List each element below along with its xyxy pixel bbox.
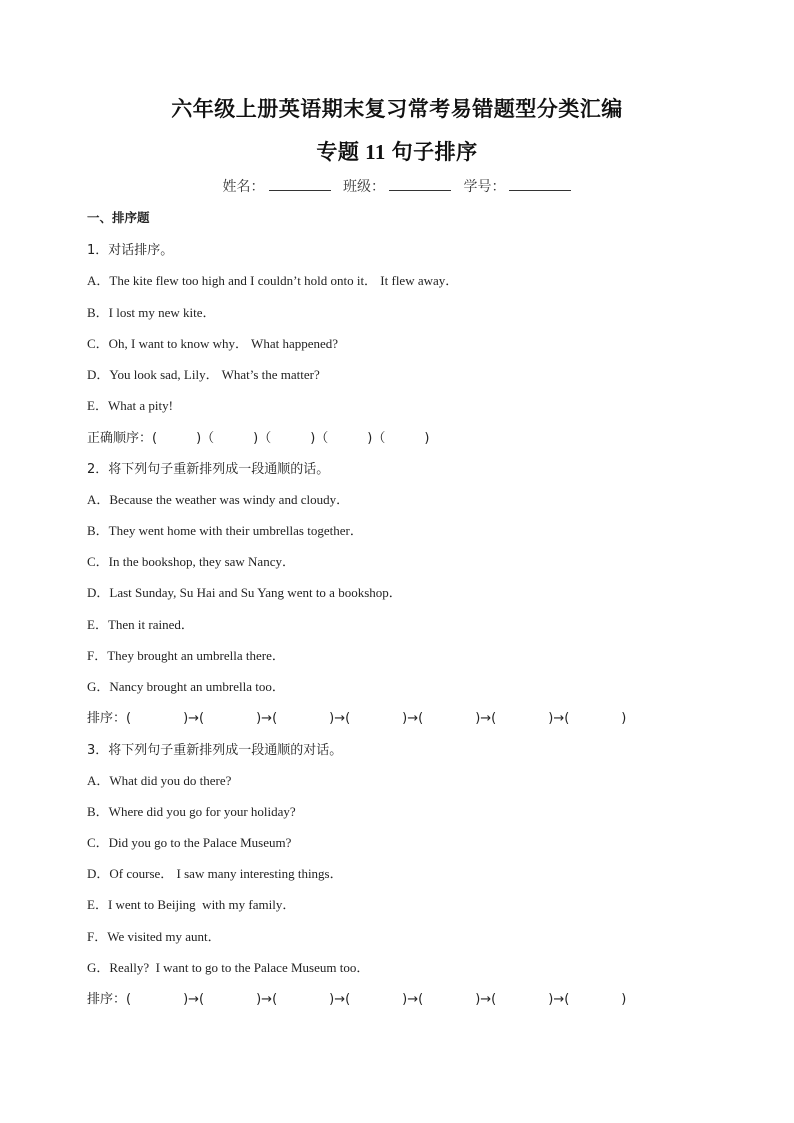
question-1-option-e: E．What a pity! [87,398,173,413]
student-info [0,176,794,196]
question-3-option-c: C．Did you go to the Palace Museum? [87,835,292,850]
question-3-answer-line[interactable]: 排序：( )→( )→( )→( )→( )→( )→( ) [87,992,627,1007]
question-3-option-a: A．What did you do there? [87,773,232,788]
question-2-option-d: D．Last Sunday, Su Hai and Su Yang went to a bookshop． [87,585,402,600]
question-2-option-f: F．They brought an umbrella there． [87,648,285,663]
name-field [223,176,331,196]
question-3-option-d: D．Of course． I saw many interesting things． [87,866,343,881]
student-id-field [463,176,571,196]
question-3-option-g: G．Really? I want to go to the Palace Museum too． [87,960,370,975]
question-2-option-a: A．Because the weather was windy and cloudy． [87,492,350,507]
class-label: 班级： [343,179,385,195]
student-id-blank[interactable] [509,178,571,191]
question-1-stem: 1．对话排序。 [87,243,174,258]
question-3-option-e: E．I went to Beijing with my family． [87,897,296,912]
question-2-stem: 2．将下列句子重新排列成一段通顺的话。 [87,462,330,477]
page-subtitle: 专题 11 句子排序 [316,140,478,164]
student-id-label: 学号： [463,179,506,195]
name-label: 姓名： [222,179,265,195]
section-heading: 一、排序题 [87,210,150,225]
question-1-option-d: D．You look sad, Lily． What’s the matter? [87,367,320,382]
question-2-option-g: G．Nancy brought an umbrella too． [87,679,285,694]
question-3-option-b: B．Where did you go for your holiday? [87,804,296,819]
question-1-option-b: B．I lost my new kite． [87,305,216,320]
question-1-option-a: A．The kite flew too high and I couldn’t hold onto it． It flew away． [87,273,459,288]
question-1-option-c: C．Oh, I want to know why． What happened? [87,336,339,351]
question-3-stem: 3．将下列句子重新排列成一段通顺的对话。 [87,743,343,758]
question-2-option-c: C．In the bookshop, they saw Nancy． [87,554,295,569]
question-3-option-f: F．We visited my aunt． [87,929,221,944]
question-1-answer-line[interactable]: 正确顺序：( )（ )（ )（ )（ ) [87,431,430,446]
name-blank[interactable] [269,178,331,191]
question-2-option-b: B．They went home with their umbrellas together． [87,523,363,538]
class-field [343,176,451,196]
question-2-option-e: E．Then it rained． [87,617,194,632]
page-title: 六年级上册英语期末复习常考易错题型分类汇编 [171,97,623,121]
question-2-answer-line[interactable]: 排序：( )→( )→( )→( )→( )→( )→( ) [87,711,627,726]
class-blank[interactable] [389,178,451,191]
